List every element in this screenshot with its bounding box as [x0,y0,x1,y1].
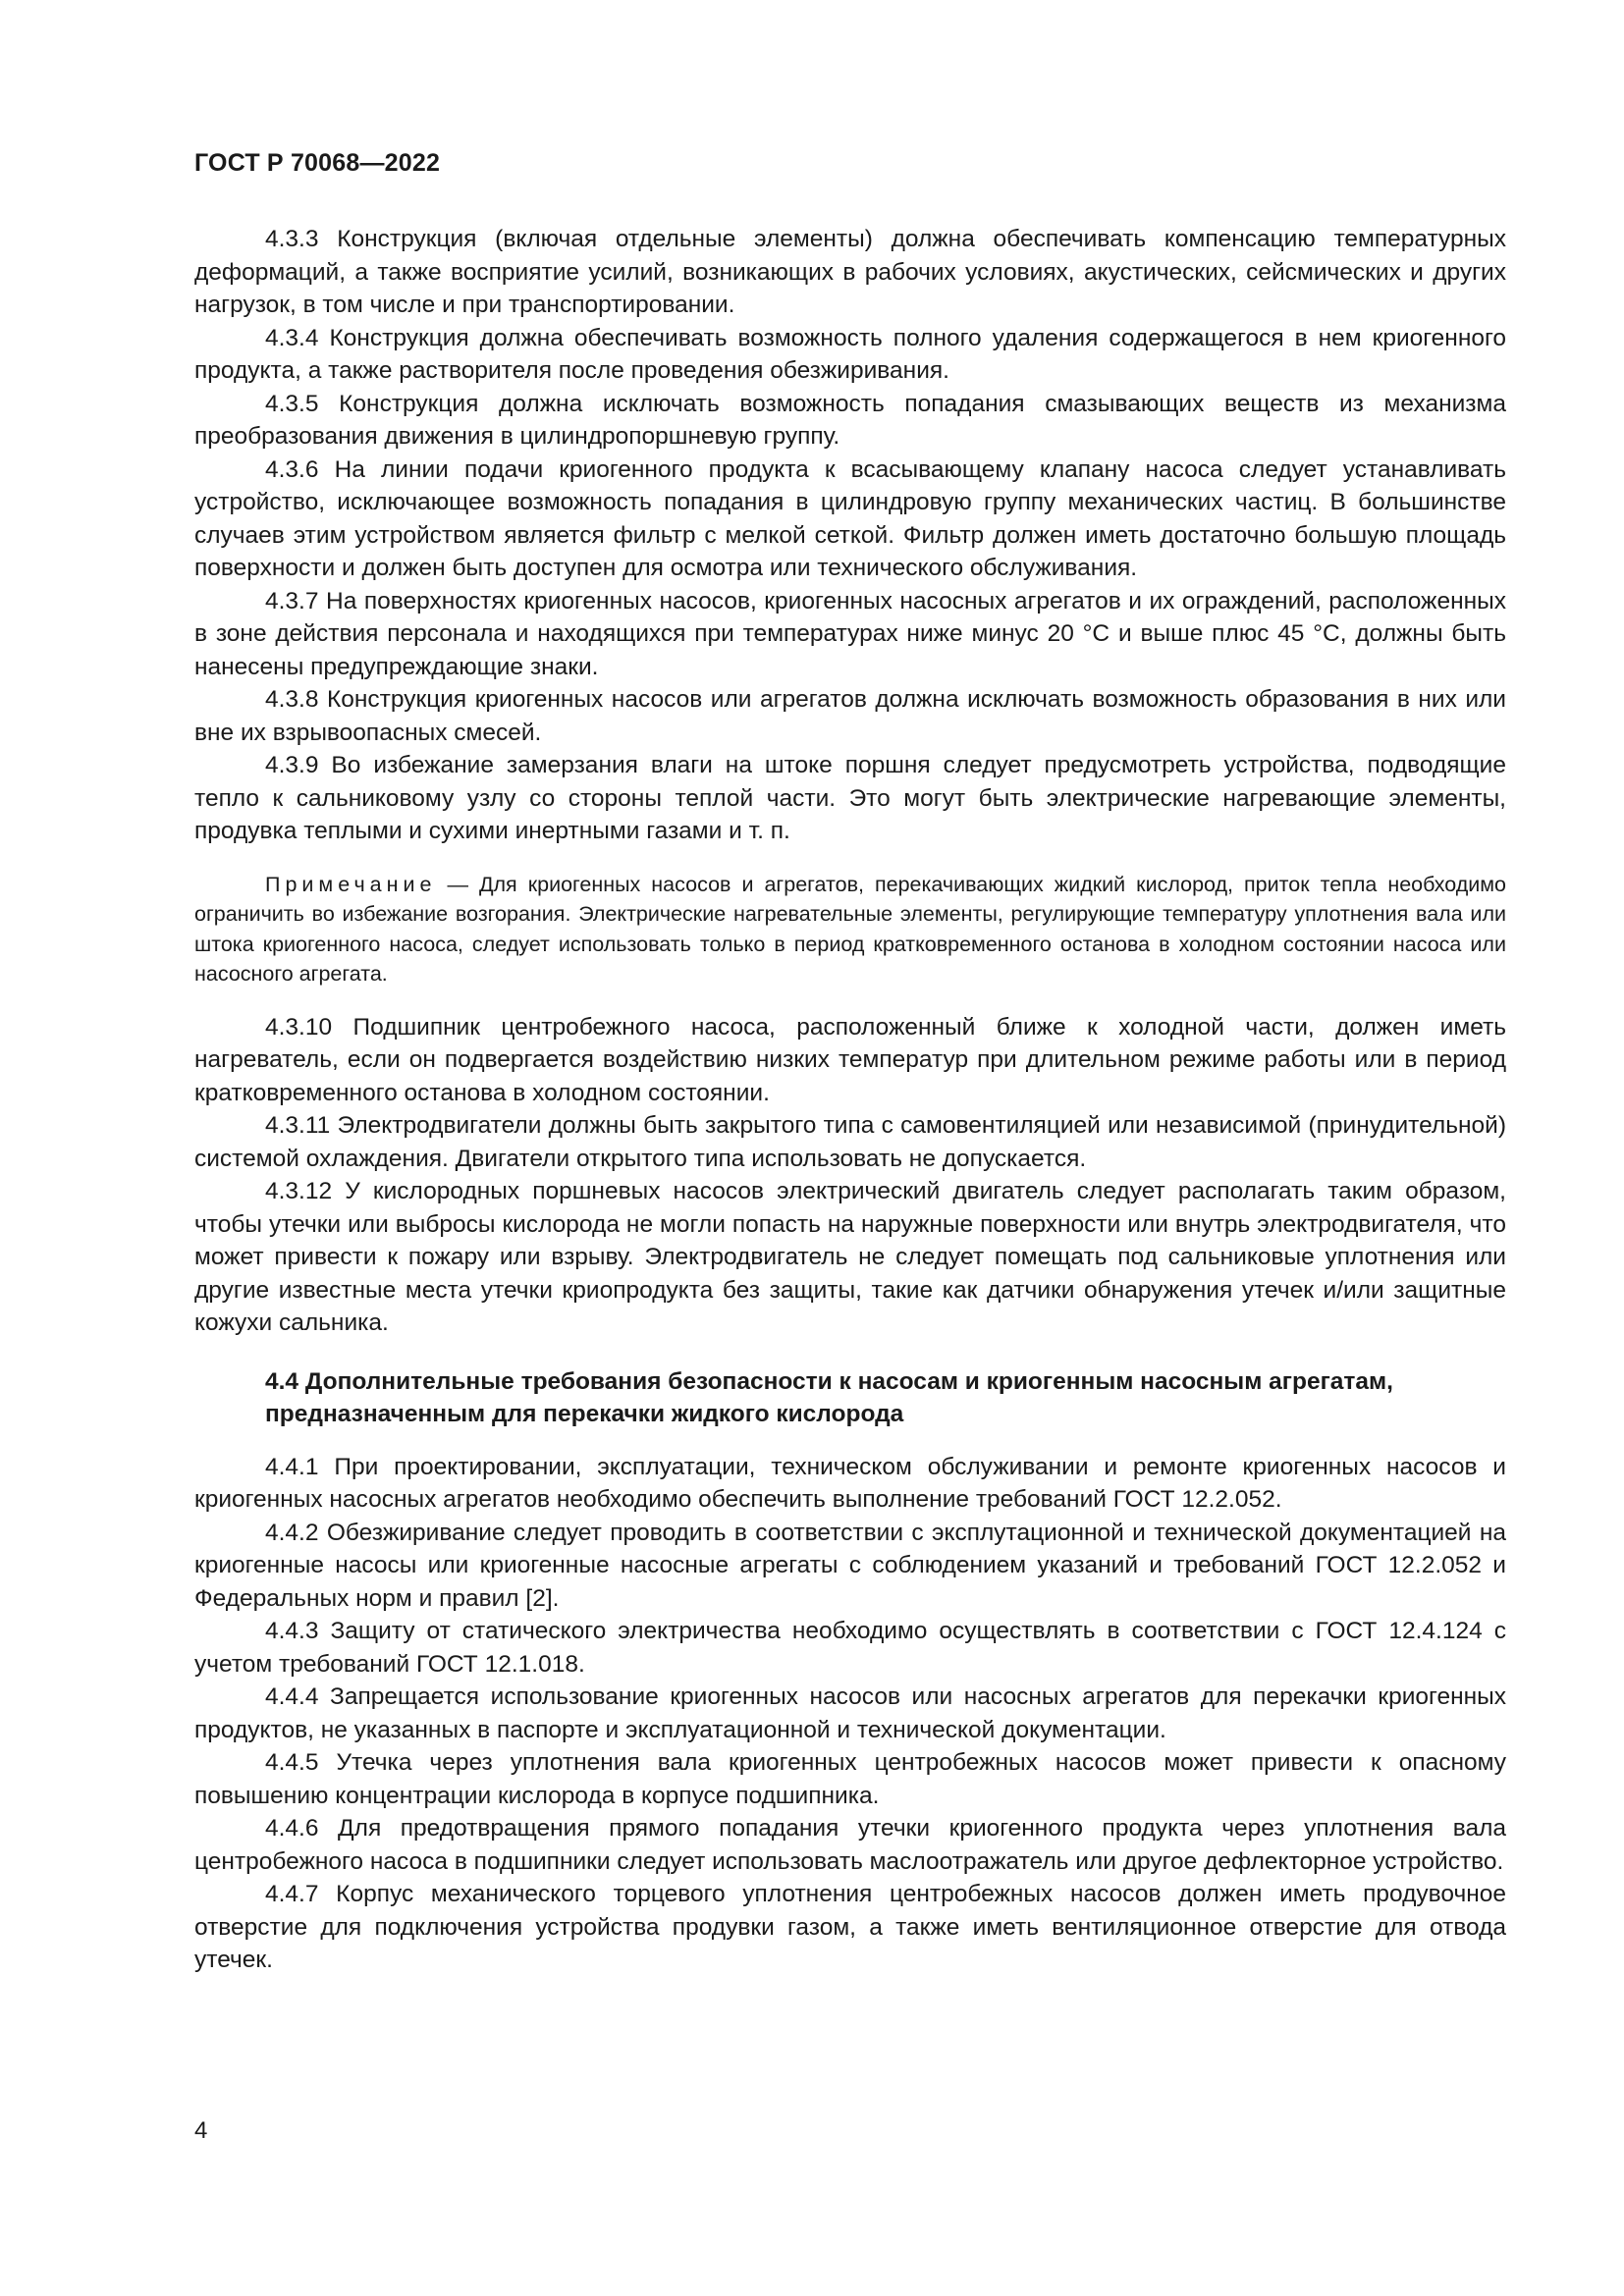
document-code-header: ГОСТ Р 70068—2022 [194,149,441,177]
paragraph-4-3-5: 4.3.5 Конструкция должна исключать возможность попадания смазывающих веществ из механизма преобразования движения в цилиндропоршневую группу. [194,390,1506,450]
document-body [194,223,1506,1977]
paragraph-4-3-7: 4.3.7 На поверхностях криогенных насосов, криогенных насосных агрегатов и их ограждений, расположенных в зоне действия персонала и находящихся при температурах ниже минус 20 °C и выше плюс 45 °C, должны быть нанесены предупреждающие знаки. [194,587,1506,680]
paragraph-4-3-4: 4.3.4 Конструкция должна обеспечивать возможность полного удаления содержащегося в нем криогенного продукта, а также растворителя после проведения обезжиривания. [194,324,1506,384]
paragraph-4-3-11: 4.3.11 Электродвигатели должны быть закрытого типа с самовентиляцией или независимой (принудительной) системой охлаждения. Двигатели открытого типа использовать не допускается. [194,1112,1506,1172]
paragraph-4-4-3: 4.4.3 Защиту от статического электричества необходимо осуществлять в соответствии с ГОСТ 12.4.124 с учетом требований ГОСТ 12.1.018. [194,1618,1506,1678]
note-label: Примечание [265,872,437,896]
paragraph-4-4-7: 4.4.7 Корпус механического торцевого уплотнения центробежных насосов должен иметь продувочное отверстие для подключения устройства продувки газом, а также иметь вентиляционное отверстие для отвода утечек. [194,1881,1506,1973]
paragraph-4-3-9: 4.3.9 Во избежание замерзания влаги на штоке поршня следует предусмотреть устройства, подводящие тепло к сальниковому узлу со стороны теплой части. Это могут быть электрические нагревающие элементы, продувка теплыми и сухими инертными газами и т. п. [194,752,1506,844]
section-heading-4-4: 4.4 Дополнительные требования безопасности к насосам и криогенным насосным агрегатам, предназначенным для перекачки жидкого кислорода [265,1367,1393,1427]
note-block [194,870,1506,989]
paragraph-4-3-8: 4.3.8 Конструкция криогенных насосов или агрегатов должна исключать возможность образования в них или вне их взрывоопасных смесей. [194,686,1506,746]
page-number: 4 [194,2117,208,2144]
paragraph-4-3-3: 4.3.3 Конструкция (включая отдельные элементы) должна обеспечивать компенсацию температурных деформаций, а также восприятие усилий, возникающих в рабочих условиях, акустических, сейсмических и других нагрузок, в том числе и при транспортировании. [194,226,1506,318]
paragraph-4-3-6: 4.3.6 На линии подачи криогенного продукта к всасывающему клапану насоса следует устанавливать устройство, исключающее возможность попадания в цилиндровую группу механических частиц. В большинстве случаев этим устройством является фильтр с мелкой сеткой. Фильтр должен иметь достаточно большую площадь поверхности и должен быть доступен для осмотра или технического обслуживания. [194,455,1506,581]
paragraph-4-4-5: 4.4.5 Утечка через уплотнения вала криогенных центробежных насосов может привести к опасному повышению концентрации кислорода в корпусе подшипника. [194,1749,1506,1809]
paragraph-4-3-10: 4.3.10 Подшипник центробежного насоса, расположенный ближе к холодной части, должен иметь нагреватель, если он подвергается воздействию низких температур при длительном режиме работы или в период кратковременного останова в холодном состоянии. [194,1013,1506,1106]
paragraph-4-4-2: 4.4.2 Обезжиривание следует проводить в соответствии с эксплутационной и технической документацией на криогенные насосы или криогенные насосные агрегаты с соблюдением указаний и требований ГОСТ 12.2.052 и Федеральных норм и правил [2]. [194,1519,1506,1612]
paragraph-4-4-4: 4.4.4 Запрещается использование криогенных насосов или насосных агрегатов для перекачки криогенных продуктов, не указанных в паспорте и эксплуатационной и технической документации. [194,1683,1506,1743]
paragraph-4-4-1: 4.4.1 При проектировании, эксплуатации, техническом обслуживании и ремонте криогенных насосов и криогенных насосных агрегатов необходимо обеспечить выполнение требований ГОСТ 12.2.052. [194,1453,1506,1513]
paragraph-4-4-6: 4.4.6 Для предотвращения прямого попадания утечки криогенного продукта через уплотнения вала центробежного насоса в подшипники следует использовать маслоотражатель или другое дефлекторное устройство. [194,1815,1506,1875]
note-text: — Для криогенных насосов и агрегатов, перекачивающих жидкий кислород, приток тепла необходимо ограничить во избежание возгорания. Электрические нагревательные элементы, регулирующие температуру уплотнения вала или штока криогенного насоса, следует использовать только в период кратковременного останова в холодном состоянии насоса или насосного агрегата. [194,872,1506,986]
paragraph-4-3-12: 4.3.12 У кислородных поршневых насосов электрический двигатель следует располагать таким образом, чтобы утечки или выбросы кислорода не могли попасть на наружные поверхности или внутрь электродвигателя, что может привести к пожару или взрыву. Электродвигатель не следует помещать под сальниковые уплотнения или другие известные места утечки криопродукта без защиты, такие как датчики обнаружения утечек и/или защитные кожухи сальника. [194,1178,1506,1336]
